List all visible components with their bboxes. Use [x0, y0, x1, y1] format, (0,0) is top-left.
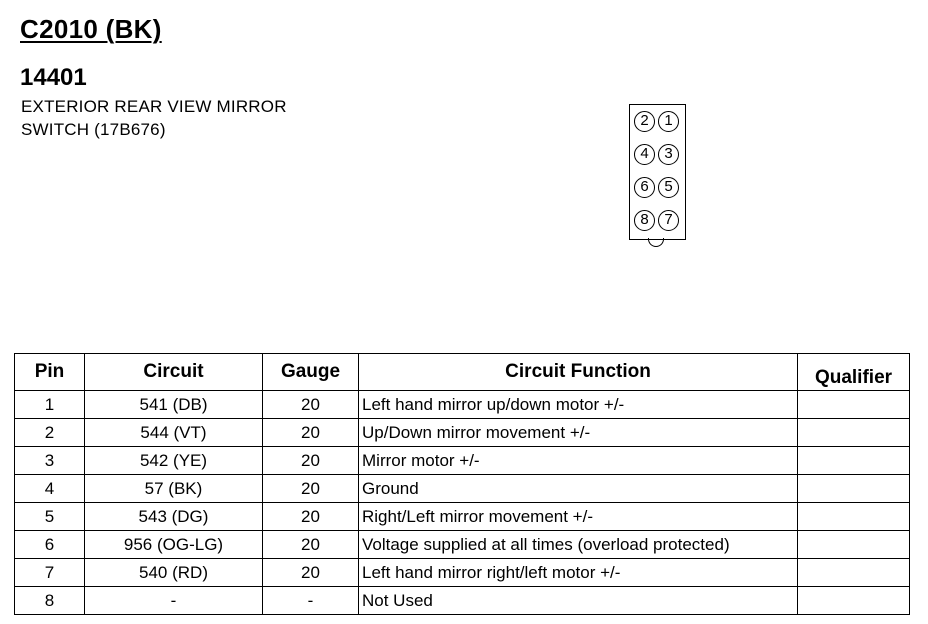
cell-qualifier	[798, 587, 910, 615]
column-header-gauge: Gauge	[263, 354, 359, 391]
table-row	[15, 559, 910, 587]
connector-pin: 2	[634, 111, 655, 132]
cell-circuit: 541 (DB)	[85, 391, 263, 419]
pinout-table	[14, 353, 910, 615]
connector-pin: 8	[634, 210, 655, 231]
cell-qualifier	[798, 559, 910, 587]
cell-pin: 2	[15, 419, 85, 447]
cell-function: Ground	[359, 475, 798, 503]
cell-pin: 3	[15, 447, 85, 475]
cell-function: Left hand mirror right/left motor +/-	[359, 559, 798, 587]
connector-id: C2010 (BK)	[20, 14, 162, 44]
cell-circuit: 540 (RD)	[85, 559, 263, 587]
cell-pin: 7	[15, 559, 85, 587]
cell-pin: 8	[15, 587, 85, 615]
cell-function: Right/Left mirror movement +/-	[359, 503, 798, 531]
column-header-pin: Pin	[15, 354, 85, 391]
connector-pin: 7	[658, 210, 679, 231]
cell-gauge: 20	[263, 419, 359, 447]
table-row	[15, 531, 910, 559]
cell-gauge: 20	[263, 447, 359, 475]
table-row	[15, 503, 910, 531]
cell-qualifier	[798, 419, 910, 447]
connector-latch	[648, 238, 664, 247]
cell-circuit: 543 (DG)	[85, 503, 263, 531]
part-number: 14401	[20, 64, 87, 91]
cell-gauge: 20	[263, 503, 359, 531]
cell-gauge: 20	[263, 559, 359, 587]
cell-function: Not Used	[359, 587, 798, 615]
cell-pin: 5	[15, 503, 85, 531]
cell-function: Up/Down mirror movement +/-	[359, 419, 798, 447]
cell-function: Left hand mirror up/down motor +/-	[359, 391, 798, 419]
table-row	[15, 391, 910, 419]
cell-pin: 4	[15, 475, 85, 503]
table-header-row	[15, 354, 910, 391]
cell-circuit: -	[85, 587, 263, 615]
table-row	[15, 475, 910, 503]
cell-pin: 6	[15, 531, 85, 559]
cell-circuit: 544 (VT)	[85, 419, 263, 447]
component-description-line1: EXTERIOR REAR VIEW MIRROR	[21, 97, 287, 116]
cell-pin: 1	[15, 391, 85, 419]
cell-gauge: 20	[263, 531, 359, 559]
connector-pin: 6	[634, 177, 655, 198]
column-header-qualifier: Qualifier	[798, 354, 910, 391]
column-header-circuit: Circuit	[85, 354, 263, 391]
cell-qualifier	[798, 475, 910, 503]
cell-function: Voltage supplied at all times (overload protected)	[359, 531, 798, 559]
cell-qualifier	[798, 531, 910, 559]
connector-pin: 4	[634, 144, 655, 165]
cell-circuit: 956 (OG-LG)	[85, 531, 263, 559]
component-description-line2: SWITCH (17B676)	[21, 120, 166, 139]
cell-circuit: 57 (BK)	[85, 475, 263, 503]
table-row	[15, 419, 910, 447]
table-row	[15, 587, 910, 615]
connector-pin: 3	[658, 144, 679, 165]
cell-circuit: 542 (YE)	[85, 447, 263, 475]
connector-pin: 1	[658, 111, 679, 132]
cell-gauge: 20	[263, 475, 359, 503]
cell-gauge: 20	[263, 391, 359, 419]
table-row	[15, 447, 910, 475]
cell-qualifier	[798, 447, 910, 475]
cell-gauge: -	[263, 587, 359, 615]
connector-pin: 5	[658, 177, 679, 198]
cell-qualifier	[798, 503, 910, 531]
cell-qualifier	[798, 391, 910, 419]
cell-function: Mirror motor +/-	[359, 447, 798, 475]
column-header-function: Circuit Function	[359, 354, 798, 391]
